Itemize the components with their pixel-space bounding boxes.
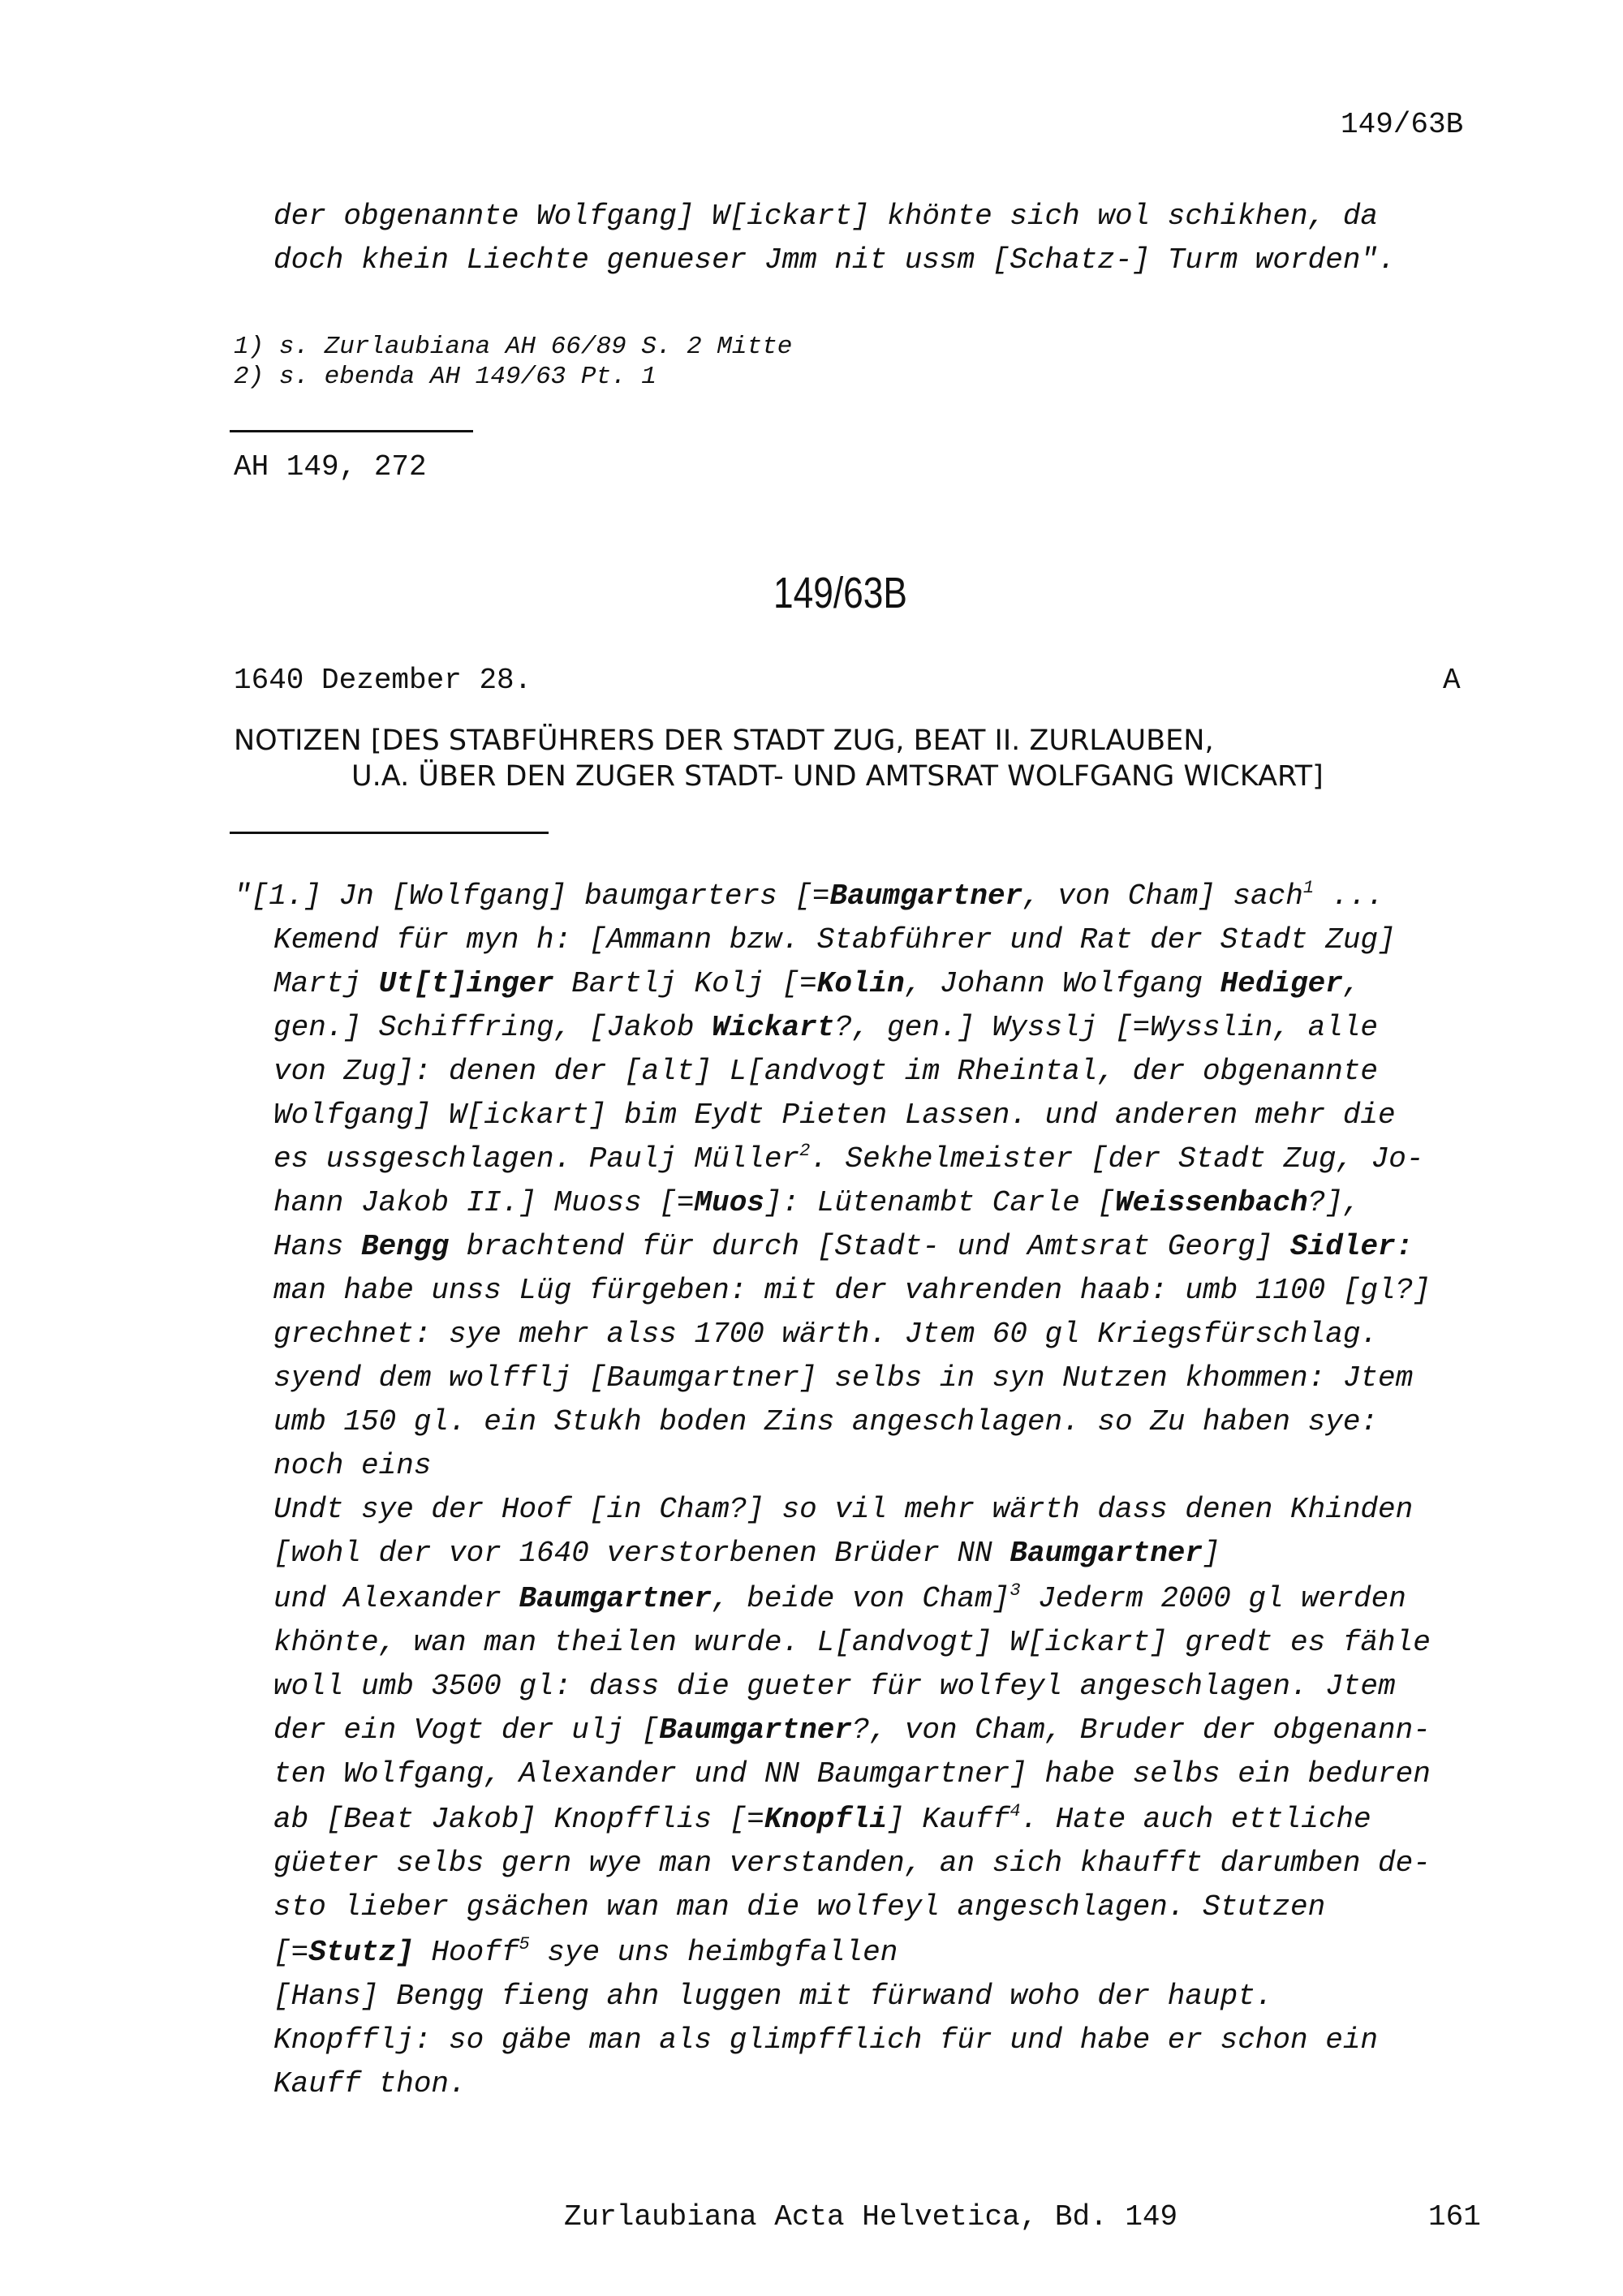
name-bold: Knopfli: [764, 1803, 888, 1836]
text-run: und Alexander: [273, 1582, 519, 1615]
body-line: umb 150 gl. ein Stukh boden Zins angeschlagen. so Zu haben sye:: [273, 1405, 1379, 1438]
body-line: [273, 1142, 1423, 1176]
text-run: ,: [1342, 967, 1361, 1000]
body-line: [273, 1230, 1413, 1263]
text-run: . Hate auch ettliche: [1020, 1803, 1371, 1836]
body-line: man habe unss Lüg fürgeben: mit der vahrenden haab: umb 1100 [gl?]: [273, 1274, 1431, 1307]
name-bold: Baumgartner: [829, 879, 1023, 913]
body-line: [234, 879, 1384, 913]
body-line: [273, 1713, 1431, 1747]
text-run: [wohl der vor 1640 verstorbenen Brüder NN: [273, 1537, 1010, 1570]
text-run: ]: [1203, 1537, 1220, 1570]
text-run: hann Jakob II.] Muoss [=: [273, 1186, 695, 1219]
text-run: [=: [273, 1936, 309, 1969]
document-date: 1640 Dezember 28.: [234, 664, 532, 697]
text-run: Hans: [273, 1230, 362, 1263]
body-line: von Zug]: denen der [alt] L[andvogt im Rheintal, der obgenannte: [273, 1055, 1379, 1088]
body-line: [273, 1582, 1406, 1615]
text-run: ] Kauff: [887, 1803, 1010, 1836]
divider-line: [230, 832, 549, 834]
text-run: es ussgeschlagen. Paulj Müller: [273, 1142, 800, 1176]
name-bold: Baumgartner: [659, 1713, 852, 1747]
body-line: sto lieber gsächen wan man die wolfeyl angeschlagen. Stutzen: [273, 1890, 1326, 1924]
text-run: ...: [1314, 879, 1384, 913]
body-line: [273, 1537, 1220, 1570]
text-run: Hooff: [413, 1936, 519, 1969]
body-line: [273, 1011, 1378, 1044]
name-bold: Baumgartner: [1010, 1537, 1203, 1570]
body-line: Knopfflj: so gäbe man als glimpfflich für und habe er schon ein: [273, 2023, 1379, 2057]
text-run: ]: Lütenambt Carle [: [764, 1186, 1115, 1219]
body-line: syend dem wolfflj [Baumgartner] selbs in syn Nutzen khommen: Jtem: [273, 1361, 1414, 1395]
footnote: [234, 363, 657, 391]
body-line: [273, 1186, 1360, 1219]
footnote-marker: 2: [799, 1141, 811, 1161]
body-line: güeter selbs gern wye man verstanden, an sich khaufft darumben de-: [273, 1847, 1431, 1880]
divider-line: [230, 430, 473, 432]
body-line: noch eins: [273, 1449, 432, 1482]
document-number-title: 149/63B: [773, 569, 907, 617]
body-line: [273, 967, 1360, 1000]
document-heading: NOTIZEN [DES STABFÜHRERS DER STADT ZUG, BEAT II. ZURLAUBEN,: [234, 724, 1214, 757]
footnote-marker: 4: [1010, 1801, 1021, 1821]
body-line: Kemend für myn h: [Ammann bzw. Stabführer und Rat der Stadt Zug]: [273, 923, 1396, 957]
name-bold: Weissenbach: [1114, 1186, 1308, 1219]
text-run: der ein Vogt der ulj [: [273, 1713, 660, 1747]
body-line: ten Wolfgang, Alexander und NN Baumgartner] habe selbs ein beduren: [273, 1757, 1431, 1791]
text-run: "[1.] Jn [Wolfgang] baumgarters [=: [234, 879, 830, 913]
text-run: , von Cham] sach: [1022, 879, 1303, 913]
continuation-line: der obgenannte Wolfgang] W[ickart] khönte sich wol schikhen, da: [273, 200, 1379, 233]
text-run: , Johann Wolfgang: [904, 967, 1220, 1000]
name-bold: Baumgartner: [519, 1582, 712, 1615]
footer-page-number: 161: [1428, 2200, 1481, 2234]
footnote-text: s. ebenda AH 149/63 Pt. 1: [278, 363, 657, 391]
text-run: , beide von Cham]: [712, 1582, 1010, 1615]
name-bold: Ut[t]inger: [378, 967, 554, 1000]
text-run: brachtend für durch [Stadt- und Amtsrat Georg]: [449, 1230, 1291, 1263]
body-line: woll umb 3500 gl: dass die gueter für wolfeyl angeschlagen. Jtem: [273, 1670, 1396, 1703]
text-run: ?, von Cham, Bruder der obgenann-: [851, 1713, 1431, 1747]
name-bold: Sidler:: [1290, 1230, 1414, 1263]
footnote-marker: 1: [1302, 878, 1315, 898]
name-bold: Bengg: [361, 1230, 450, 1263]
text-run: gen.] Schiffring, [Jakob: [273, 1011, 712, 1044]
footnote-number: 2): [234, 363, 265, 391]
body-line: Kauff thon.: [273, 2067, 467, 2100]
name-bold: Wickart: [712, 1011, 835, 1044]
body-line: khönte, wan man theilen wurde. L[andvogt] W[ickart] gredt es fähle: [273, 1626, 1431, 1659]
document-heading: U.A. ÜBER DEN ZUGER STADT- UND AMTSRAT WOLFGANG WICKART]: [351, 760, 1324, 793]
footnote: [234, 333, 792, 361]
text-run: Jederm 2000 gl werden: [1020, 1582, 1406, 1615]
body-line: Wolfgang] W[ickart] bim Eydt Pieten Lassen. und anderen mehr die: [273, 1099, 1396, 1132]
text-run: ?],: [1307, 1186, 1361, 1219]
body-line: grechnet: sye mehr alss 1700 wärth. Jtem 60 gl Kriegsfürschlag.: [273, 1318, 1379, 1351]
document-type-letter: A: [1443, 664, 1461, 697]
name-bold: Hediger: [1220, 967, 1343, 1000]
running-header-ref: 149/63B: [1341, 108, 1464, 141]
text-run: ab [Beat Jakob] Knopfflis [=: [273, 1803, 764, 1836]
body-line: [273, 1936, 898, 1969]
continuation-line: doch khein Liechte genueser Jmm nit ussm [Schatz-] Turm worden".: [273, 243, 1396, 277]
text-run: . Sekhelmeister [der Stadt Zug, Jo-: [810, 1142, 1424, 1176]
footnote-number: 1): [234, 333, 265, 361]
body-line: Undt sye der Hoof [in Cham?] so vil mehr wärth dass denen Khinden: [273, 1493, 1414, 1526]
text-run: ?, gen.] Wysslj [=Wysslin, alle: [834, 1011, 1379, 1044]
source-reference: AH 149, 272: [234, 450, 427, 484]
body-line: [Hans] Bengg fieng ahn luggen mit fürwand woho der haupt.: [273, 1980, 1273, 2013]
text-run: Bartlj Kolj [=: [553, 967, 817, 1000]
text-run: sye uns heimbgfallen: [529, 1936, 898, 1969]
footer-publication: Zurlaubiana Acta Helvetica, Bd. 149: [564, 2200, 1178, 2234]
name-bold: Kolin: [816, 967, 905, 1000]
name-bold: Stutz]: [308, 1936, 414, 1969]
footnote-text: s. Zurlaubiana AH 66/89 S. 2 Mitte: [278, 333, 793, 361]
footnote-marker: 5: [519, 1934, 530, 1954]
name-bold: Muos: [694, 1186, 764, 1219]
footnote-marker: 3: [1010, 1580, 1021, 1601]
text-run: Martj: [273, 967, 379, 1000]
body-line: [273, 1803, 1371, 1836]
